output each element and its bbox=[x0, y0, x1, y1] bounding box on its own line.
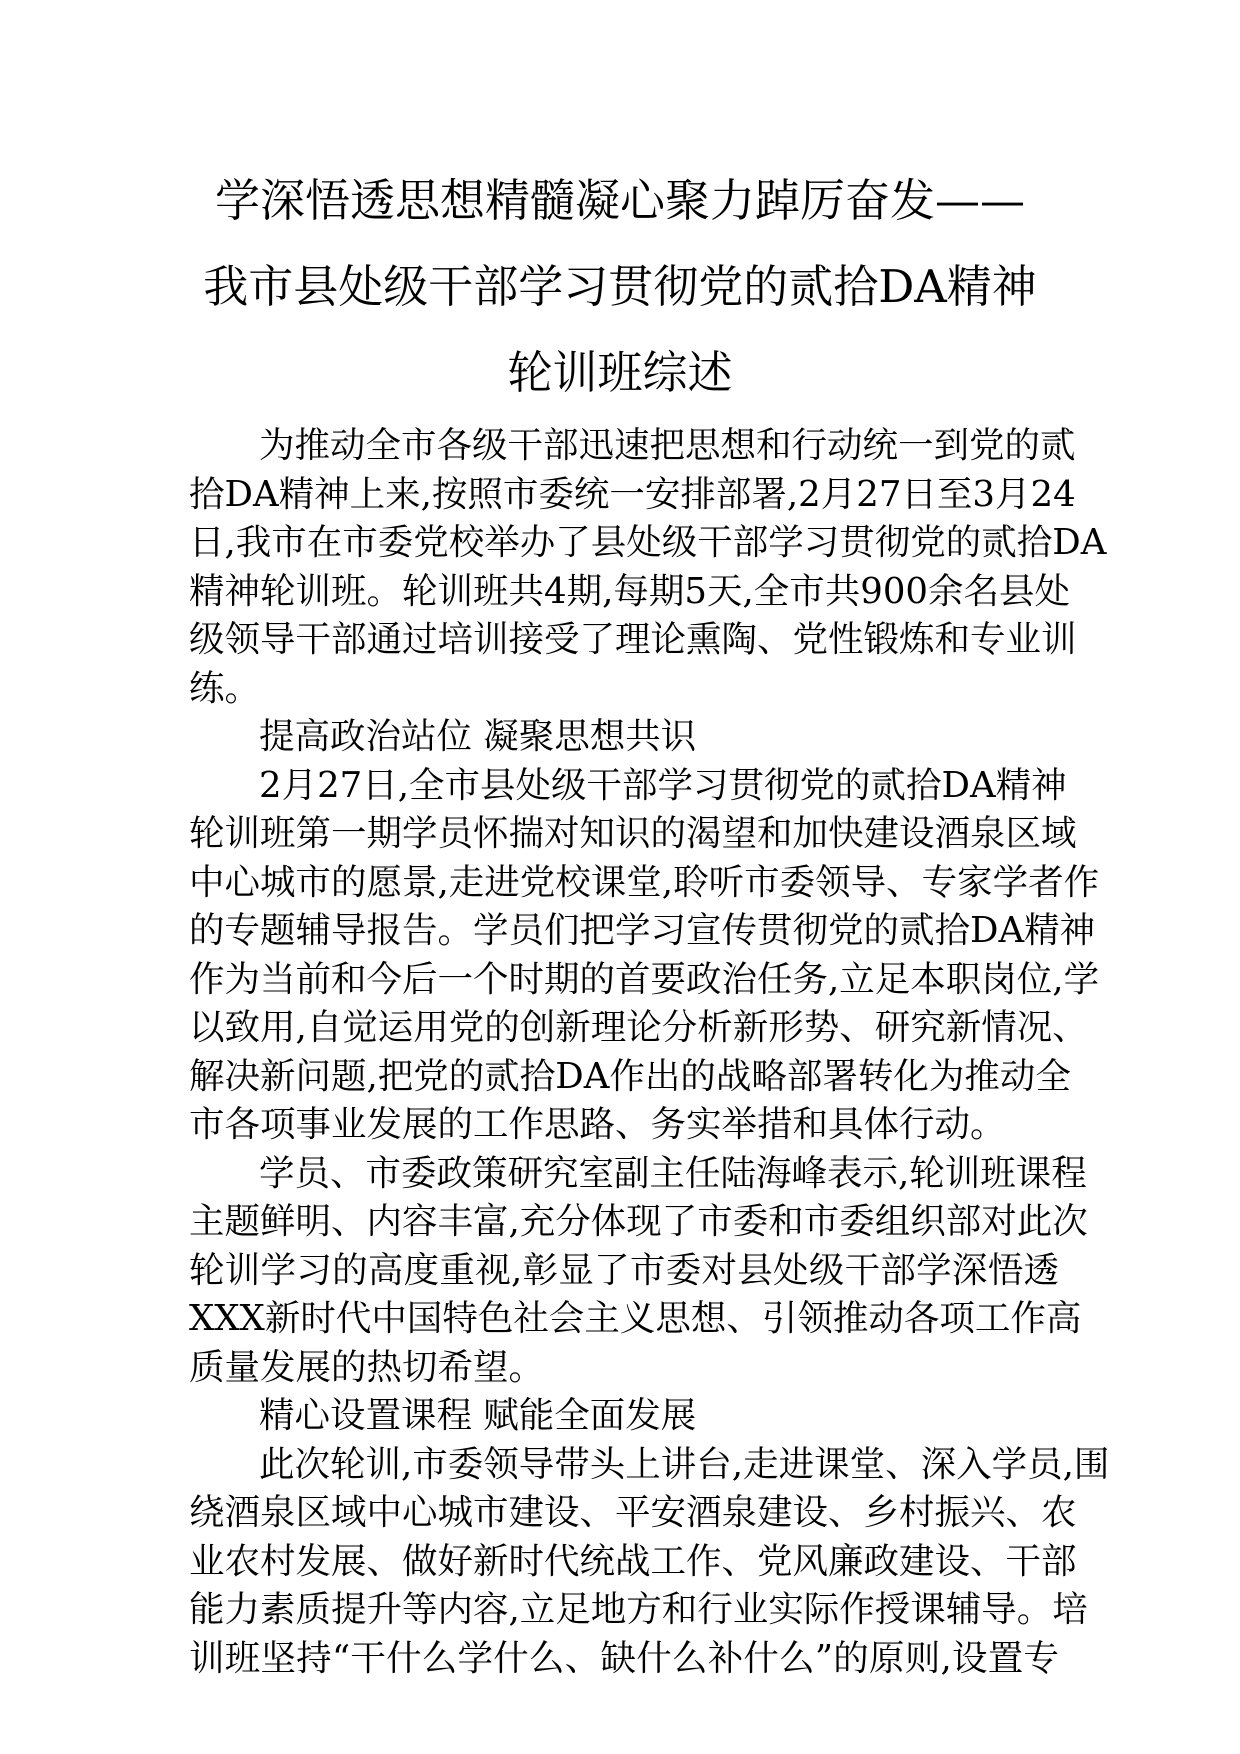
paragraph-2 bbox=[189, 762, 1100, 1150]
document-title bbox=[140, 158, 1100, 416]
paragraph-line: 解决新问题,把党的贰拾DA作出的战略部署转化为推动全 bbox=[189, 1055, 1071, 1097]
title-line-1: 学深悟透思想精髓凝心聚力踔厉奋发—— bbox=[214, 174, 1025, 227]
paragraph-line: 此次轮训,市委领导带头上讲台,走进课堂、深入学员,围 bbox=[259, 1443, 1110, 1485]
paragraph-line: 日,我市在市委党校举办了县处级干部学习贯彻党的贰拾DA bbox=[189, 522, 1107, 563]
paragraph-line: 业农村发展、做好新时代统战工作、党风廉政建设、干部 bbox=[189, 1540, 1077, 1582]
paragraph-line: 为推动全市各级干部迅速把思想和行动统一到党的贰 bbox=[259, 425, 1076, 466]
paragraph-line: 训班坚持“干什么学什么、缺什么补什么”的原则,设置专 bbox=[189, 1637, 1059, 1679]
paragraph-line: 级领导干部通过培训接受了理论熏陶、党性锻炼和专业训 bbox=[189, 619, 1077, 660]
paragraph-line: 2月27日,全市县处级干部学习贯彻党的贰拾DA精神 bbox=[259, 764, 1067, 806]
paragraph-line: 能力素质提升等内容,立足地方和行业实际作授课辅导。培 bbox=[189, 1589, 1088, 1630]
paragraph-line: 作为当前和今后一个时期的首要政治任务,立足本职岗位,学 bbox=[189, 958, 1100, 1000]
paragraph-line: 市各项事业发展的工作思路、务实举措和具体行动。 bbox=[189, 1104, 1006, 1145]
paragraph-line: 学员、市委政策研究室副主任陆海峰表示,轮训班课程 bbox=[259, 1152, 1087, 1194]
paragraph-line: 主题鲜明、内容丰富,充分体现了市委和市委组织部对此次 bbox=[189, 1201, 1088, 1242]
paragraph-3 bbox=[189, 1150, 1088, 1393]
paragraph-line: 轮训班第一期学员怀揣对知识的渴望和加快建设酒泉区域 bbox=[189, 813, 1077, 854]
section-heading-1: 提高政治站位 凝聚思想共识 bbox=[259, 716, 697, 757]
paragraph-4 bbox=[189, 1441, 1110, 1684]
document-body bbox=[189, 422, 1110, 1683]
paragraph-line: 精神轮训班。轮训班共4期,每期5天,全市共900余名县处 bbox=[189, 570, 1071, 612]
paragraph-line: 练。 bbox=[189, 667, 261, 709]
paragraph-line: 质量发展的热切希望。 bbox=[189, 1346, 545, 1388]
paragraph-line: 中心城市的愿景,走进党校课堂,聆听市委领导、专家学者作 bbox=[189, 861, 1100, 903]
section-heading-2: 精心设置课程 赋能全面发展 bbox=[259, 1395, 697, 1436]
paragraph-line: 的专题辅导报告。学员们把学习宣传贯彻党的贰拾DA精神 bbox=[189, 910, 1096, 951]
paragraph-line: 绕酒泉区域中心城市建设、平安酒泉建设、乡村振兴、农 bbox=[189, 1492, 1077, 1533]
title-line-3: 轮训班综述 bbox=[507, 346, 733, 399]
paragraph-1 bbox=[189, 422, 1107, 713]
paragraph-line: 轮训学习的高度重视,彰显了市委对县处级干部学深悟透 bbox=[189, 1249, 1059, 1291]
paragraph-line: 拾DA精神上来,按照市委统一安排部署,2月27日至3月24 bbox=[189, 473, 1076, 515]
title-line-2: 我市县处级干部学习贯彻党的贰拾DA精神 bbox=[203, 260, 1037, 313]
paragraph-line: 以致用,自觉运用党的创新理论分析新形势、研究新情况、 bbox=[189, 1007, 1088, 1048]
paragraph-line: XXX新时代中国特色社会主义思想、引领推动各项工作高 bbox=[189, 1298, 1082, 1339]
